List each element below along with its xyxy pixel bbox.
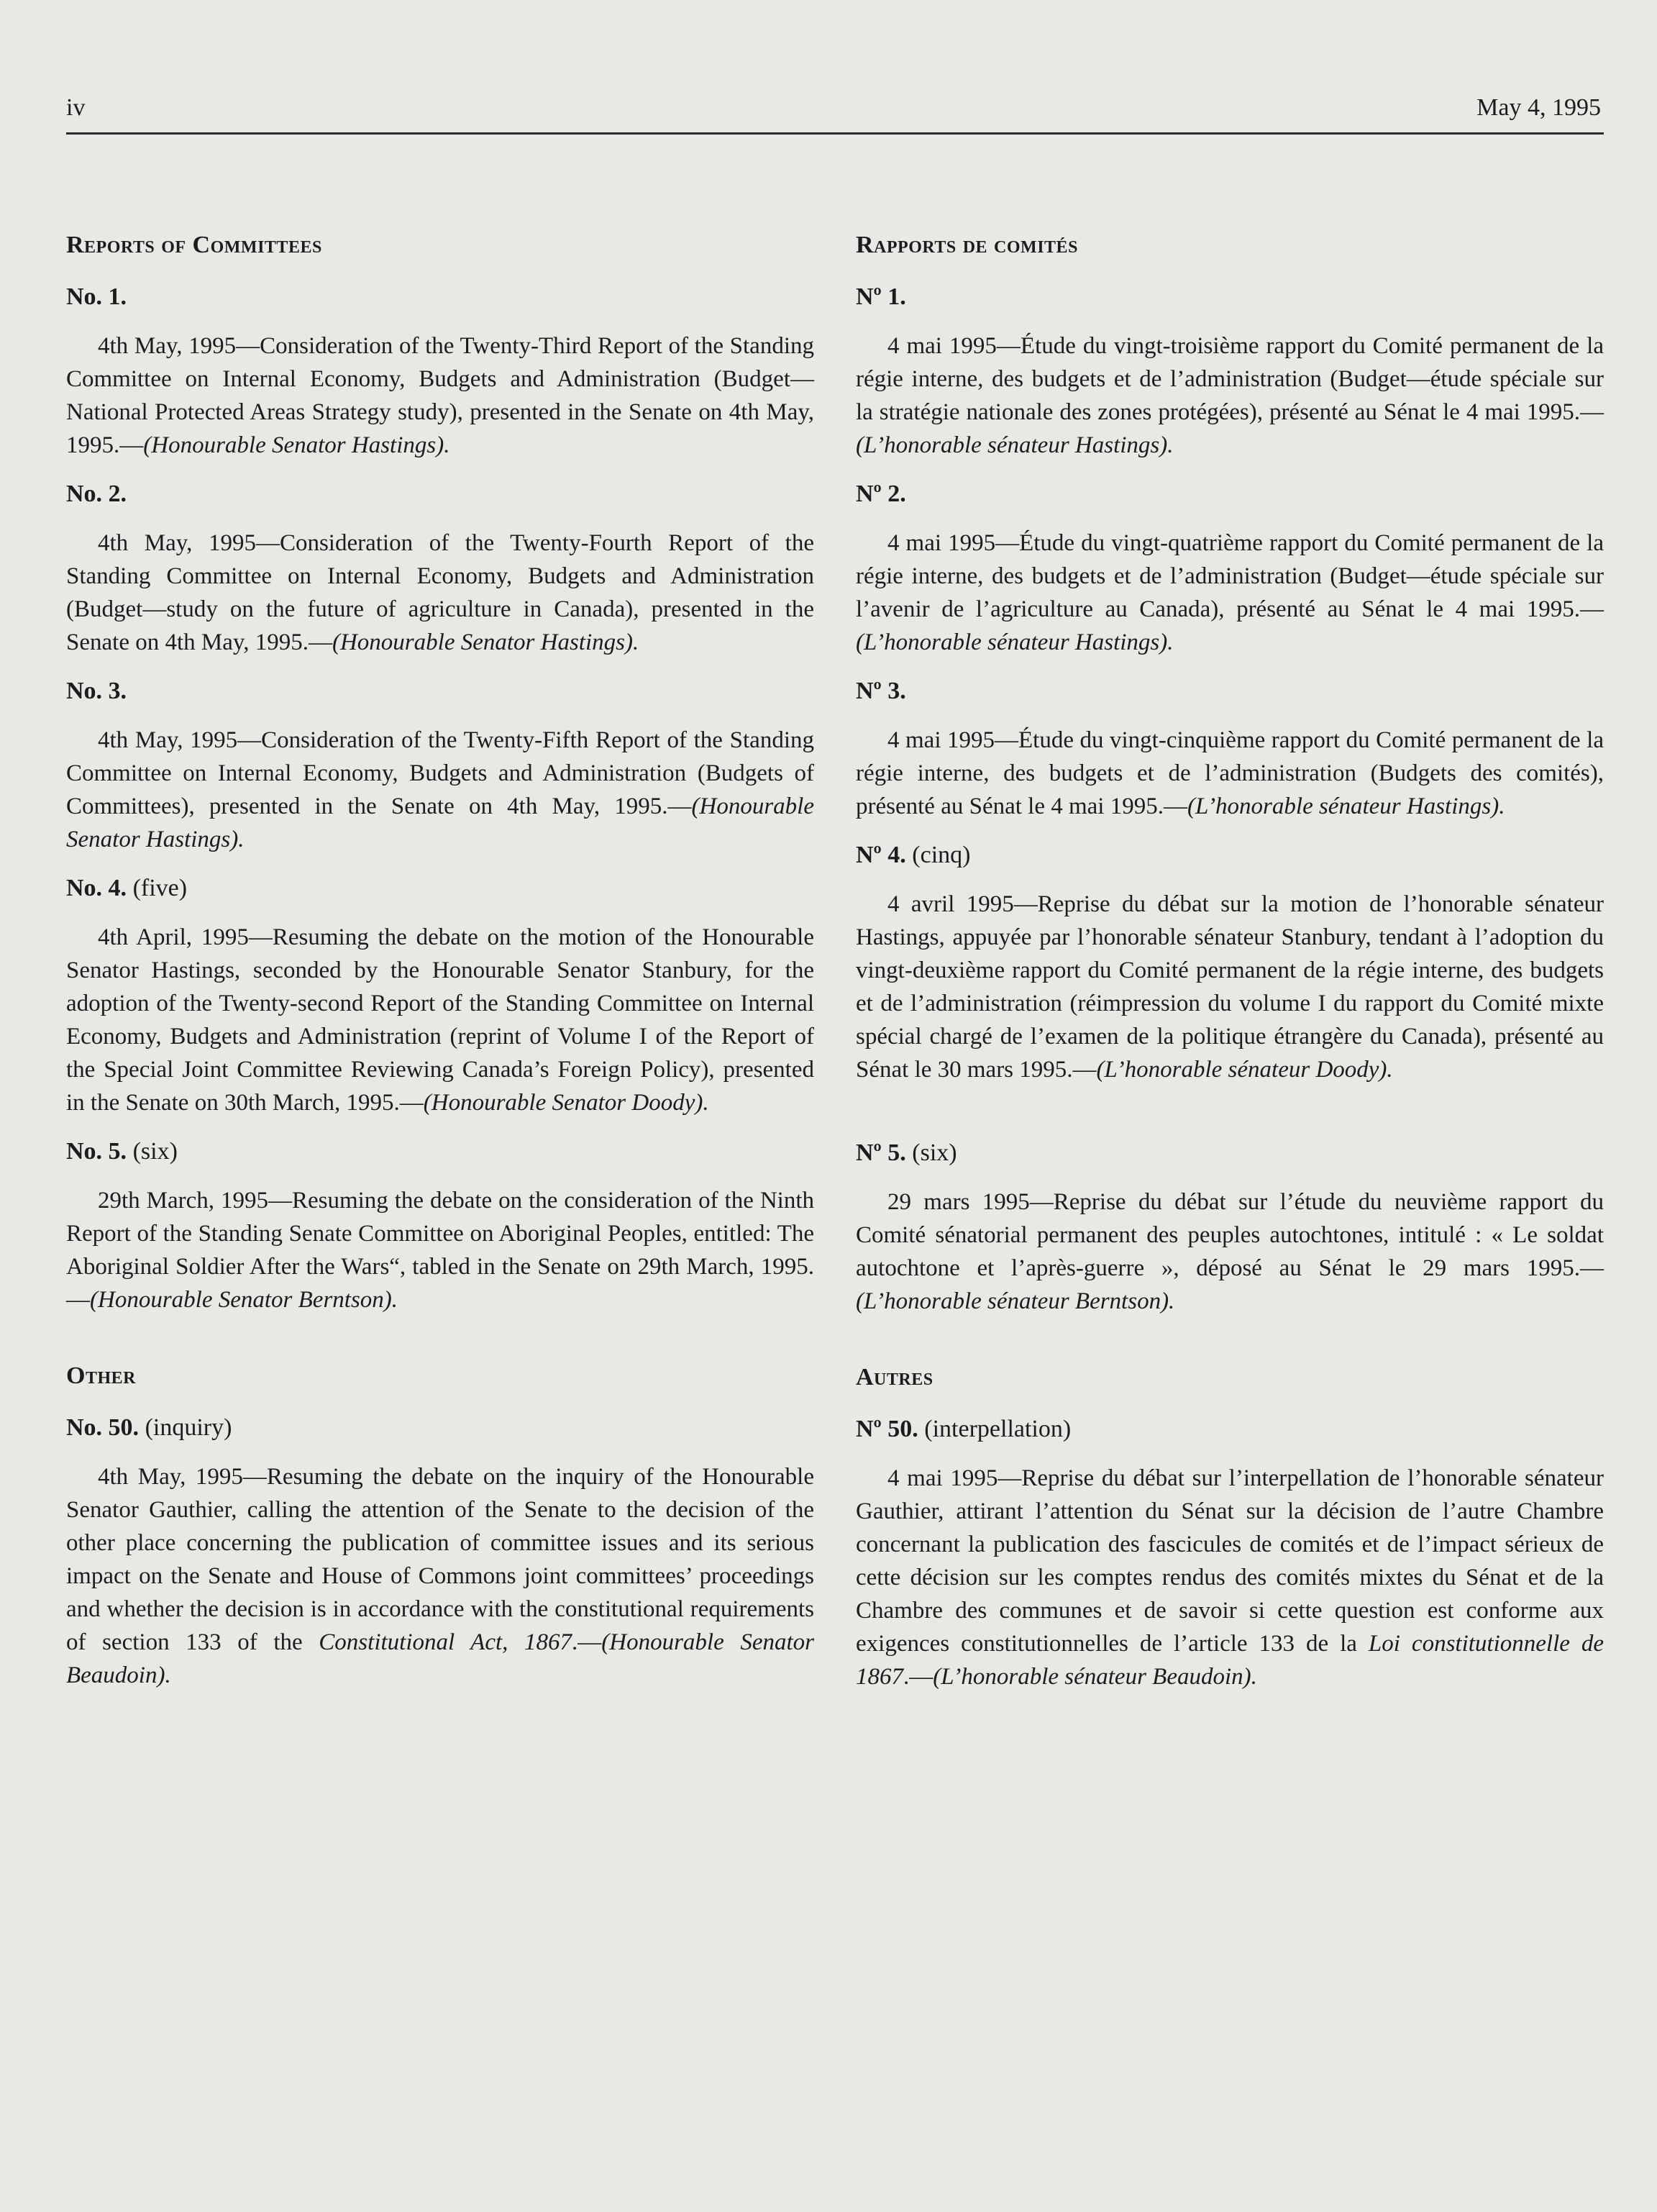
senator-reference: (Honourable Senator Hastings).: [66, 793, 814, 852]
report-item-3-fr: [856, 675, 1604, 823]
other-heading: Other: [66, 1362, 136, 1389]
item-text: 4 mai 1995—Reprise du débat sur l’interpellation de l’honorable sénateur Gauthier, attirant l’attention du Sénat sur la décision de l’autre Chambre concernant la publication des fascicules de comités et de l’impact sérieux de cette décision sur les comptes rendus des comités mixtes du Sénat et de la Chambre des communes et de savoir si cette question est conforme aux exigences constitutionnelles de l’article 133 de la Loi constitutionnelle de 1867.—(L’honorable sénateur Beaudoin).: [856, 1465, 1604, 1690]
reports-heading-fr: Rapports de comités: [856, 232, 1078, 258]
senator-reference: (L’honorable sénateur Doody).: [1096, 1057, 1393, 1083]
item-text: 4th April, 1995—Resuming the debate on the motion of the Honourable Senator Hastings, seconded by the Honourable Senator Stanbury, for the adoption of the Twenty-second Report of the Standing Committee on Internal Economy, Budgets and Administration (reprint of Volume I of the Report of the Special Joint Committee Reviewing Canada’s Foreign Policy), presented in the Senate on 30th March, 1995.—(Honourable Senator Doody).: [66, 924, 814, 1116]
report-item-5: [66, 1135, 814, 1316]
senator-reference: (Honourable Senator Berntson).: [90, 1287, 398, 1313]
senator-reference: (L’honorable sénateur Hastings).: [1187, 793, 1505, 819]
item-number: Nº 1.: [856, 283, 906, 310]
french-column: [856, 229, 1604, 1709]
other-heading-fr: Autres: [856, 1364, 934, 1391]
page-number: iv: [66, 94, 86, 121]
item-number: Nº 2.: [856, 481, 906, 507]
item-note: (inquiry): [145, 1414, 232, 1441]
item-number: No. 5. (six): [66, 1138, 178, 1165]
other-item-50: [66, 1411, 814, 1692]
senator-reference: (L’honorable sénateur Beaudoin).: [933, 1664, 1257, 1690]
item-note: (five): [132, 875, 188, 901]
senator-reference: (L’honorable sénateur Berntson).: [856, 1288, 1175, 1314]
item-number: No. 3.: [66, 678, 127, 704]
senator-reference: (Honourable Senator Doody).: [423, 1090, 709, 1116]
senator-reference: (L’honorable sénateur Hastings).: [856, 432, 1174, 458]
item-text: 4th May, 1995—Consideration of the Twenty-Fourth Report of the Standing Committee on Internal Economy, Budgets and Administration (Budget—study on the future of agriculture in Canada), presented in the Senate on 4th May, 1995.—(Honourable Senator Hastings).: [66, 530, 814, 655]
senator-reference: (L’honorable sénateur Hastings).: [856, 629, 1174, 655]
item-number: No. 50. (inquiry): [66, 1414, 232, 1441]
item-number: Nº 3.: [856, 678, 906, 704]
report-item-1-fr: [856, 281, 1604, 462]
item-number: No. 1.: [66, 283, 127, 310]
item-text: 4 mai 1995—Étude du vingt-cinquième rapport du Comité permanent de la régie interne, des budgets et de l’administration (Budgets des comités), présenté au Sénat le 4 mai 1995.—(L’honorable sénateur Hastings).: [856, 727, 1604, 819]
item-text: 4th May, 1995—Consideration of the Twenty-Fifth Report of the Standing Committee on Internal Economy, Budgets and Administration (Budgets of Committees), presented in the Senate on 4th May, 1995.—(Honourable Senator Hastings).: [66, 727, 814, 852]
other-item-50-fr: [856, 1413, 1604, 1693]
english-column: [66, 229, 814, 1708]
item-text: 4 avril 1995—Reprise du débat sur la motion de l’honorable sénateur Hastings, appuyée par l’honorable sénateur Stanbury, tendant à l’adoption du vingt-deuxième rapport du Comité permanent de la régie interne, des budgets et de l’administration (réimpression du volume I du rapport du Comité mixte spécial chargé de l’examen de la politique étrangère du Canada), présenté au Sénat le 30 mars 1995.—(L’honorable sénateur Doody).: [856, 891, 1604, 1083]
report-item-5-fr: [856, 1137, 1604, 1318]
act-title: Constitutional Act, 1867: [319, 1629, 572, 1655]
item-number: Nº 50. (interpellation): [856, 1416, 1072, 1442]
senator-reference: (Honourable Senator Beaudoin).: [66, 1629, 814, 1688]
report-item-2-fr: [856, 478, 1604, 659]
item-number: No. 4. (five): [66, 875, 188, 901]
item-text: 4 mai 1995—Étude du vingt-troisième rapport du Comité permanent de la régie interne, des budgets et de l’administration (Budget—étude spéciale sur la stratégie nationale des zones protégées), présenté au Sénat le 4 mai 1995.—(L’honorable sénateur Hastings).: [856, 333, 1604, 458]
item-text: 29 mars 1995—Reprise du débat sur l’étude du neuvième rapport du Comité sénatorial permanent des peuples autochtones, intitulé : « Le soldat autochtone et l’après-guerre », déposé au Sénat le 29 mars 1995.—(L’honorable sénateur Berntson).: [856, 1189, 1604, 1314]
senator-reference: (Honourable Senator Hastings).: [143, 432, 450, 458]
report-item-2: [66, 478, 814, 659]
report-item-4: [66, 872, 814, 1119]
report-item-1: [66, 281, 814, 462]
item-note: (interpellation): [924, 1416, 1072, 1442]
item-number: No. 2.: [66, 481, 127, 507]
item-text: 4th May, 1995—Resuming the debate on the inquiry of the Honourable Senator Gauthier, calling the attention of the Senate to the decision of the other place concerning the publication of committee issues and its serious impact on the Senate and House of Commons joint committees’ proceedings and whether the decision is in accordance with the constitutional requirements of section 133 of the Constitutional Act, 1867.—(Honourable Senator Beaudoin).: [66, 1464, 814, 1688]
item-text: 29th March, 1995—Resuming the debate on the consideration of the Ninth Report of the Standing Senate Committee on Aboriginal Peoples, entitled: The Aboriginal Soldier After the Wars“, tabled in the Senate on 29th March, 1995.—(Honourable Senator Berntson).: [66, 1188, 814, 1313]
item-note: (cinq): [912, 842, 971, 868]
header-rule: [66, 132, 1604, 135]
act-title: Loi constitutionnelle de 1867: [856, 1631, 1604, 1690]
item-note: (six): [132, 1138, 178, 1165]
item-number: Nº 5. (six): [856, 1139, 957, 1166]
item-number: Nº 4. (cinq): [856, 842, 971, 868]
report-item-4-fr: [856, 839, 1604, 1086]
reports-heading: Reports of Committees: [66, 232, 322, 258]
item-text: 4 mai 1995—Étude du vingt-quatrième rapport du Comité permanent de la régie interne, des budgets et de l’administration (Budget—étude spéciale sur l’avenir de l’agriculture au Canada), présenté au Sénat le 4 mai 1995.—(L’honorable sénateur Hastings).: [856, 530, 1604, 655]
item-note: (six): [912, 1139, 957, 1166]
page-date: May 4, 1995: [1476, 94, 1601, 121]
item-text: 4th May, 1995—Consideration of the Twenty-Third Report of the Standing Committee on Internal Economy, Budgets and Administration (Budget—National Protected Areas Strategy study), presented in the Senate on 4th May, 1995.—(Honourable Senator Hastings).: [66, 333, 814, 458]
senator-reference: (Honourable Senator Hastings).: [332, 629, 639, 655]
report-item-3: [66, 675, 814, 856]
